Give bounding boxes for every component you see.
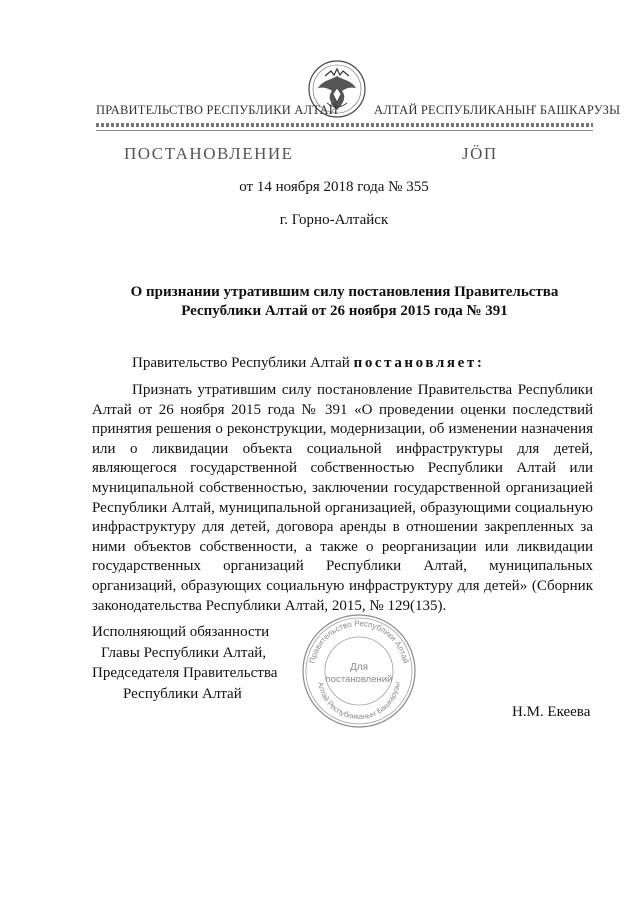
document-title-line: О признании утратившим силу постановления Правительства — [130, 284, 559, 300]
signatory-name: Н.М. Екеева — [512, 704, 591, 720]
header-rule — [96, 123, 593, 127]
svg-text:Правительство Республики Алтай — [308, 619, 411, 664]
doc-type-alt: JӦП — [462, 144, 498, 163]
stamp-center-line: Для — [349, 662, 369, 673]
signatory-line: Главы Республики Алтай, — [101, 644, 267, 661]
preamble-verb: постановляет: — [353, 355, 485, 371]
stamp-center-line: постановлений — [325, 674, 393, 685]
signatory-line: Республики Алтай — [123, 685, 242, 702]
stamp-ring-top: Правительство Республики Алтай — [307, 618, 411, 665]
preamble — [132, 355, 484, 372]
header-organization-alt: АЛТАЙ РЕСПУБЛИКАНЫҤ БАШКАРУЗЫ — [374, 103, 621, 117]
header-organization-ru: ПРАВИТЕЛЬСТВО РЕСПУБЛИКИ АЛТАЙ — [96, 103, 338, 117]
document-title-line: Республики Алтай от 26 ноября 2015 года № 391 — [181, 303, 508, 319]
preamble-text: Правительство Республики Алтай — [132, 355, 354, 371]
signatory-line: Исполняющий обязанности — [92, 624, 270, 640]
official-stamp — [300, 612, 418, 730]
document-date-number: от 14 ноября 2018 года № 355 — [239, 179, 429, 195]
resolution-body: Признать утратившим силу постановление Правительства Республики Алтай от 26 ноября 2015 года № 391 «О проведении оценки последствий принятия решения о реконструкции, модернизации, об изменении назначения или о ликвидации объекта социальной инфраструктуры для детей, являющегося государственной собственностью Республики Алтай или муниципальной собственностью, заключении государственной организацией Республики Алтай, муниципальной организацией, образующими социальную инфраструктуру для детей, договора аренды в отношении закрепленных за ними объектов собственности, а также о реорганизации или ликвидации государственных организаций Республики Алтай, муниципальных организаций, образующих социальную инфраструктуру для детей» (Сборник законодательства Республики Алтай, 2015, № 129(135). — [92, 382, 593, 614]
header-rule-thin — [96, 130, 593, 131]
document-city: г. Горно-Алтайск — [279, 212, 389, 228]
signatory-position — [92, 622, 277, 704]
doc-type-ru: ПОСТАНОВЛЕНИЕ — [124, 144, 294, 163]
signatory-line: Председателя Правительства — [92, 665, 278, 681]
stamp-ring-bottom: Алтай Республиканыҥ Башкарузы — [316, 681, 402, 722]
document-title — [96, 283, 593, 321]
